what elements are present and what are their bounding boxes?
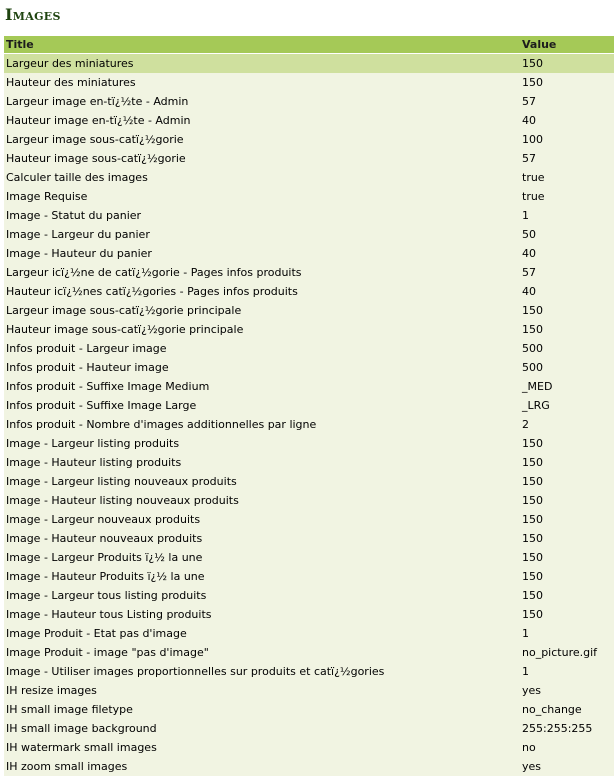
table-row[interactable] xyxy=(4,149,614,168)
config-value: 100 xyxy=(522,133,543,146)
config-value: 1 xyxy=(522,665,529,678)
config-value: _LRG xyxy=(522,399,550,412)
config-value: true xyxy=(522,190,545,203)
config-value: 500 xyxy=(522,342,543,355)
config-title: IH zoom small images xyxy=(6,760,128,773)
config-title: Image - Largeur listing produits xyxy=(6,437,180,450)
table-header xyxy=(4,36,614,53)
table-row[interactable] xyxy=(4,472,614,491)
config-value: 57 xyxy=(522,266,536,279)
config-value: 150 xyxy=(522,57,543,70)
config-title: Infos produit - Nombre d'images additionnelles par ligne xyxy=(6,418,317,431)
config-title: IH resize images xyxy=(6,684,97,697)
config-value: 150 xyxy=(522,456,543,469)
config-value: yes xyxy=(522,684,542,697)
config-value: 1 xyxy=(522,627,529,640)
config-title: Image Requise xyxy=(6,190,88,203)
config-title: Image Produit - Etat pas d'image xyxy=(6,627,187,640)
config-value: 150 xyxy=(522,494,543,507)
config-value: 40 xyxy=(522,247,536,260)
table-row[interactable] xyxy=(4,377,614,396)
config-title: Largeur image sous-catï¿½gorie principale xyxy=(6,304,242,317)
config-title: Image - Largeur Produits ï¿½ la une xyxy=(6,551,203,564)
config-title: Image - Largeur nouveaux produits xyxy=(6,513,201,526)
config-value: 150 xyxy=(522,76,543,89)
config-value: 150 xyxy=(522,304,543,317)
table-row[interactable] xyxy=(4,757,614,776)
config-title: Calculer taille des images xyxy=(6,171,148,184)
table-row[interactable] xyxy=(4,738,614,757)
table-row[interactable] xyxy=(4,130,614,149)
table-row[interactable] xyxy=(4,510,614,529)
config-value: 150 xyxy=(522,475,543,488)
table-row[interactable] xyxy=(4,54,614,73)
config-value: no xyxy=(522,741,536,754)
table-row[interactable] xyxy=(4,111,614,130)
config-title: Image - Largeur tous listing produits xyxy=(6,589,207,602)
config-title: Infos produit - Hauteur image xyxy=(6,361,169,374)
config-title: Image - Hauteur nouveaux produits xyxy=(6,532,203,545)
config-value: 500 xyxy=(522,361,543,374)
config-title: Hauteur des miniatures xyxy=(6,76,136,89)
config-title: Largeur icï¿½ne de catï¿½gorie - Pages infos produits xyxy=(6,266,302,279)
table-row[interactable] xyxy=(4,643,614,662)
config-table xyxy=(4,36,614,776)
config-value: 57 xyxy=(522,95,536,108)
config-value: 150 xyxy=(522,608,543,621)
table-row[interactable] xyxy=(4,282,614,301)
config-value: 150 xyxy=(522,532,543,545)
config-value: 150 xyxy=(522,570,543,583)
config-title: Largeur des miniatures xyxy=(6,57,134,70)
config-title: Image - Utiliser images proportionnelles sur produits et catï¿½gories xyxy=(6,665,385,678)
table-row[interactable] xyxy=(4,301,614,320)
table-row[interactable] xyxy=(4,358,614,377)
table-row[interactable] xyxy=(4,320,614,339)
config-value: 150 xyxy=(522,323,543,336)
config-title: Image Produit - image "pas d'image" xyxy=(6,646,209,659)
table-row[interactable] xyxy=(4,662,614,681)
config-title: Image - Hauteur Produits ï¿½ la une xyxy=(6,570,205,583)
table-row[interactable] xyxy=(4,206,614,225)
config-title: Hauteur icï¿½nes catï¿½gories - Pages infos produits xyxy=(6,285,298,298)
config-value: 150 xyxy=(522,513,543,526)
config-title: Infos produit - Suffixe Image Medium xyxy=(6,380,210,393)
config-title: IH small image background xyxy=(6,722,157,735)
table-row[interactable] xyxy=(4,624,614,643)
table-row[interactable] xyxy=(4,567,614,586)
table-row[interactable] xyxy=(4,263,614,282)
config-title: Hauteur image en-tï¿½te - Admin xyxy=(6,114,191,127)
table-row[interactable] xyxy=(4,681,614,700)
config-value: no_picture.gif xyxy=(522,646,598,659)
table-row[interactable] xyxy=(4,168,614,187)
config-title: Image - Hauteur du panier xyxy=(6,247,152,260)
table-row[interactable] xyxy=(4,491,614,510)
config-title: Image - Hauteur listing nouveaux produits xyxy=(6,494,239,507)
config-value: yes xyxy=(522,760,542,773)
config-value: 40 xyxy=(522,285,536,298)
table-row[interactable] xyxy=(4,453,614,472)
table-row[interactable] xyxy=(4,339,614,358)
table-row[interactable] xyxy=(4,719,614,738)
config-value: 150 xyxy=(522,589,543,602)
table-row[interactable] xyxy=(4,92,614,111)
table-row[interactable] xyxy=(4,434,614,453)
table-row[interactable] xyxy=(4,415,614,434)
page-title: Images xyxy=(5,5,61,24)
table-row[interactable] xyxy=(4,73,614,92)
table-row[interactable] xyxy=(4,700,614,719)
table-row[interactable] xyxy=(4,396,614,415)
table-row[interactable] xyxy=(4,605,614,624)
table-body xyxy=(4,54,614,776)
table-row[interactable] xyxy=(4,586,614,605)
column-header-title: Title xyxy=(6,38,34,51)
config-title: IH watermark small images xyxy=(6,741,157,754)
config-value: 50 xyxy=(522,228,536,241)
config-value: 255:255:255 xyxy=(522,722,593,735)
config-title: Hauteur image sous-catï¿½gorie principale xyxy=(6,323,244,336)
config-value: true xyxy=(522,171,545,184)
table-row[interactable] xyxy=(4,187,614,206)
config-title: Largeur image en-tï¿½te - Admin xyxy=(6,95,189,108)
config-title: Infos produit - Suffixe Image Large xyxy=(6,399,197,412)
table-row[interactable] xyxy=(4,225,614,244)
config-title: IH small image filetype xyxy=(6,703,133,716)
config-title: Infos produit - Largeur image xyxy=(6,342,167,355)
config-value: 150 xyxy=(522,437,543,450)
config-value: 1 xyxy=(522,209,529,222)
table-row[interactable] xyxy=(4,244,614,263)
config-title: Image - Statut du panier xyxy=(6,209,142,222)
column-header-value: Value xyxy=(522,38,557,51)
config-title: Largeur image sous-catï¿½gorie xyxy=(6,133,184,146)
config-title: Image - Hauteur listing produits xyxy=(6,456,182,469)
config-title: Image - Hauteur tous Listing produits xyxy=(6,608,212,621)
table-row[interactable] xyxy=(4,548,614,567)
config-value: 2 xyxy=(522,418,529,431)
config-value: 150 xyxy=(522,551,543,564)
config-value: _MED xyxy=(522,380,553,393)
config-value: no_change xyxy=(522,703,582,716)
config-title: Hauteur image sous-catï¿½gorie xyxy=(6,152,186,165)
config-title: Image - Largeur du panier xyxy=(6,228,150,241)
config-value: 40 xyxy=(522,114,536,127)
config-title: Image - Largeur listing nouveaux produits xyxy=(6,475,237,488)
table-row[interactable] xyxy=(4,529,614,548)
config-value: 57 xyxy=(522,152,536,165)
